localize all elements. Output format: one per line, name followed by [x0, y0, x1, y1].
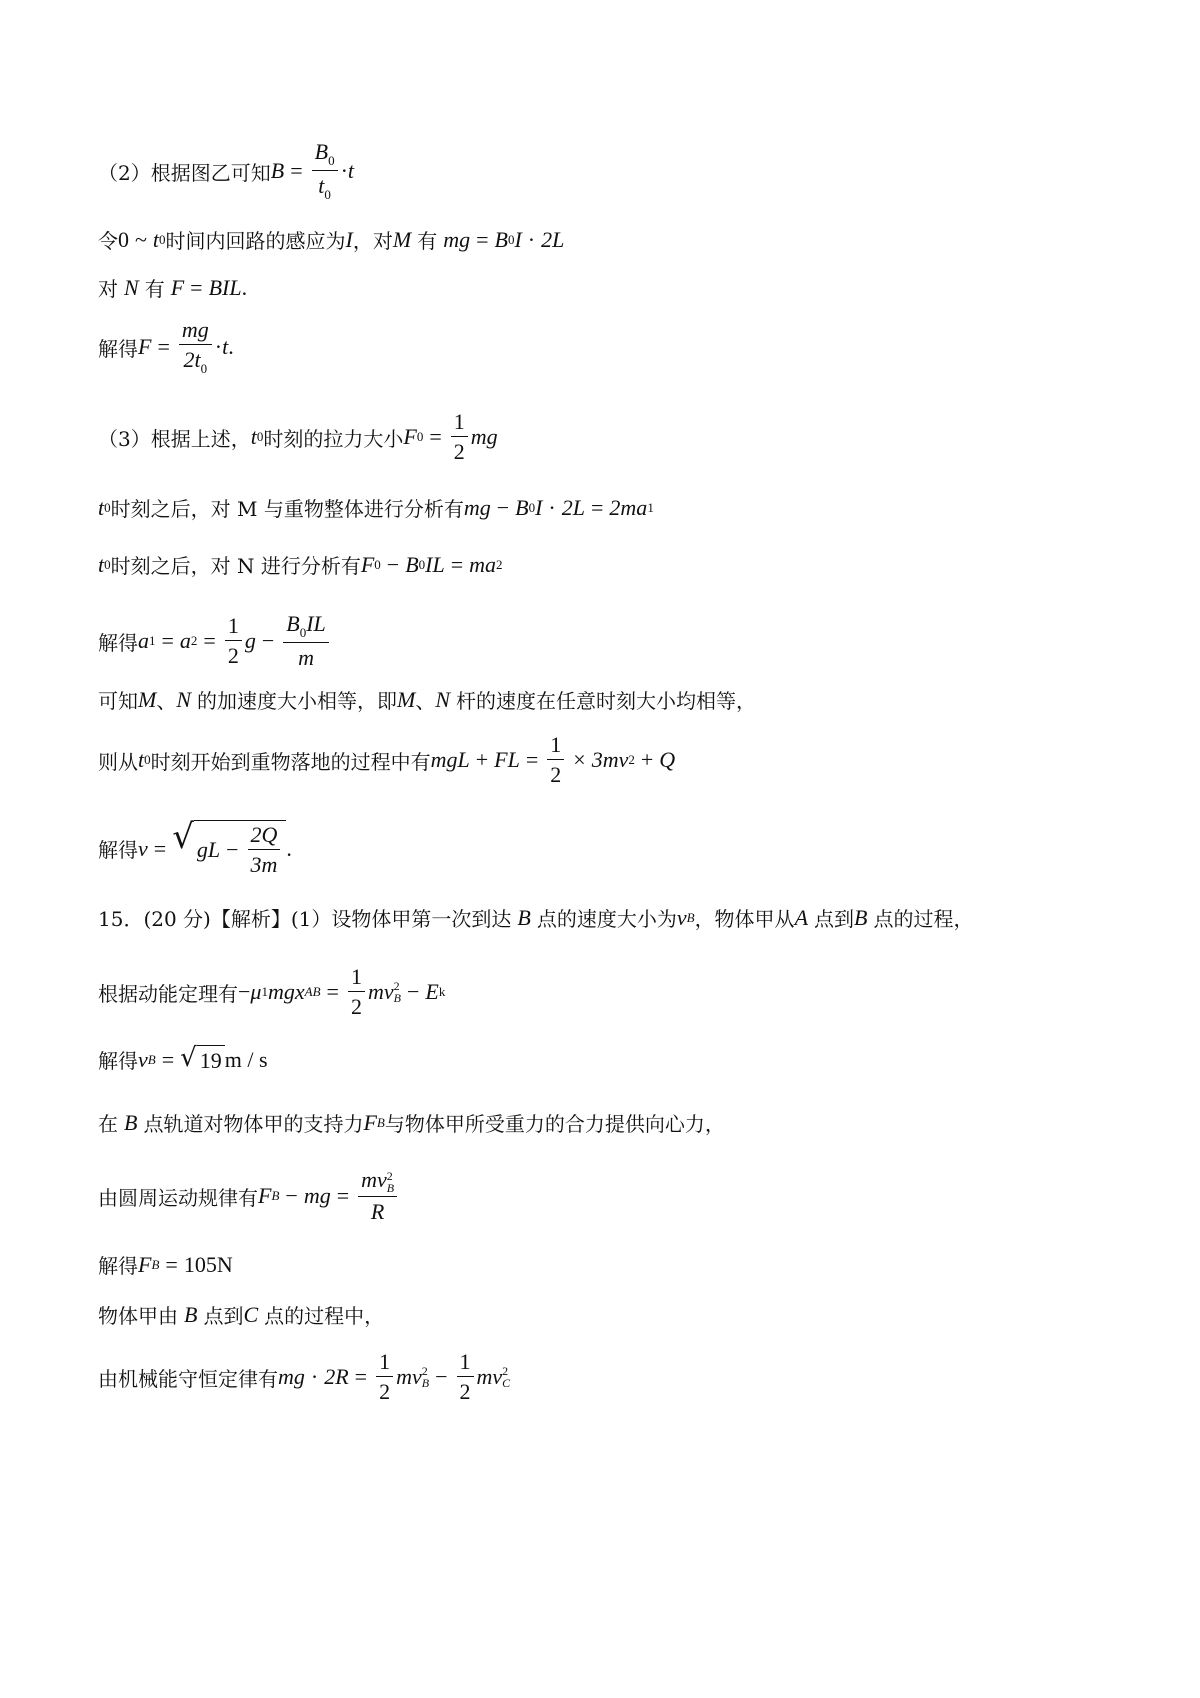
- line-3: 对 N 有 F = BIL .: [98, 274, 248, 301]
- line-13: 根据动能定理有 − μ 1 mg x AB = $\frac{1}{2}$ mv 2 B − E k: [98, 964, 446, 1020]
- fraction-b0-over-t0: $\frac{B_0}{t_0}$: [312, 140, 338, 203]
- line-5: （3）根据上述， t 0 时刻的拉力大小 F 0 = $\frac{1}{2}$ mg: [98, 409, 498, 465]
- sqrt-19: √ 19: [180, 1045, 225, 1074]
- line-19: 由机械能守恒定律有 mg · 2R = $\frac{1}{2}$ mv 2 B − $\frac{1}{2}$ mv 2 C: [98, 1349, 511, 1405]
- line-18: 物体甲由 B 点到 C 点的过程中，: [98, 1301, 385, 1328]
- fraction-mg-over-2t0: $\frac{mg}{2t_0}$: [179, 318, 212, 376]
- line-8: 解得 a 1 = a 2 = $\frac{1}{2}$ g − $\frac{B_0IL}{m}$: [98, 612, 332, 670]
- fraction-mvb2-over-r: mv 2 B R: [358, 1168, 397, 1224]
- line-17: 解得 F B = 105N: [98, 1251, 233, 1278]
- line-11: 解得 v = √ gL − $\frac{2Q}{3m}$ .: [98, 817, 292, 878]
- line-4: 解得 F = $\frac{mg}{2t_0}$ · t .: [98, 317, 234, 377]
- line-6: t 0 时刻之后，对 M 与重物整体进行分析有 mg − B 0 I · 2L = 2ma 1: [98, 494, 654, 521]
- line-7: t 0 时刻之后，对 N 进行分析有 F 0 − B 0 IL = ma 2: [98, 551, 503, 578]
- line-1: （2）根据图乙可知 B = $\frac{B_0}{t_0}$ · t: [98, 139, 355, 203]
- fraction-one-half: $\frac{1}{2}$: [451, 410, 468, 464]
- line-15: 在 B 点轨道对物体甲的支持力 F B 与物体甲所受重力的合力提供向心力，: [98, 1109, 725, 1136]
- line-9: 可知 M 、 N 的加速度大小相等，即 M 、 N 杆的速度在任意时刻大小均相等，: [98, 686, 757, 713]
- fraction-one-half-6: $\frac{1}{2}$: [457, 1350, 474, 1404]
- sqrt-expression: √ gL − $\frac{2Q}{3m}$: [172, 820, 286, 877]
- fraction-one-half-3: $\frac{1}{2}$: [547, 733, 564, 787]
- fraction-one-half-5: $\frac{1}{2}$: [376, 1350, 393, 1404]
- fraction-one-half-4: $\frac{1}{2}$: [348, 965, 365, 1019]
- line-12: 15．(20 分)【解析】(1）设物体甲第一次到达 B 点的速度大小为 v B ，物体甲从 A 点到 B 点的过程，: [98, 904, 974, 931]
- fraction-b0il-over-m: $\frac{B_0IL}{m}$: [283, 612, 329, 670]
- fraction-2q-over-3m: $\frac{2Q}{3m}$: [248, 823, 281, 877]
- line-16: 由圆周运动规律有 F B − mg = mv 2 B R: [98, 1168, 400, 1224]
- line-14: 解得 v B = √ 19 m / s: [98, 1043, 268, 1073]
- fraction-one-half-2: $\frac{1}{2}$: [225, 614, 242, 668]
- line-10: 则从 t 0 时刻开始到重物落地的过程中有 mgL + FL = $\frac{1}{2}$ × 3mv 2 + Q: [98, 732, 676, 788]
- line-2: 令 0 ~ t 0 时间内回路的感应为 I ，对 M 有 mg = B 0 I · 2L: [98, 226, 565, 253]
